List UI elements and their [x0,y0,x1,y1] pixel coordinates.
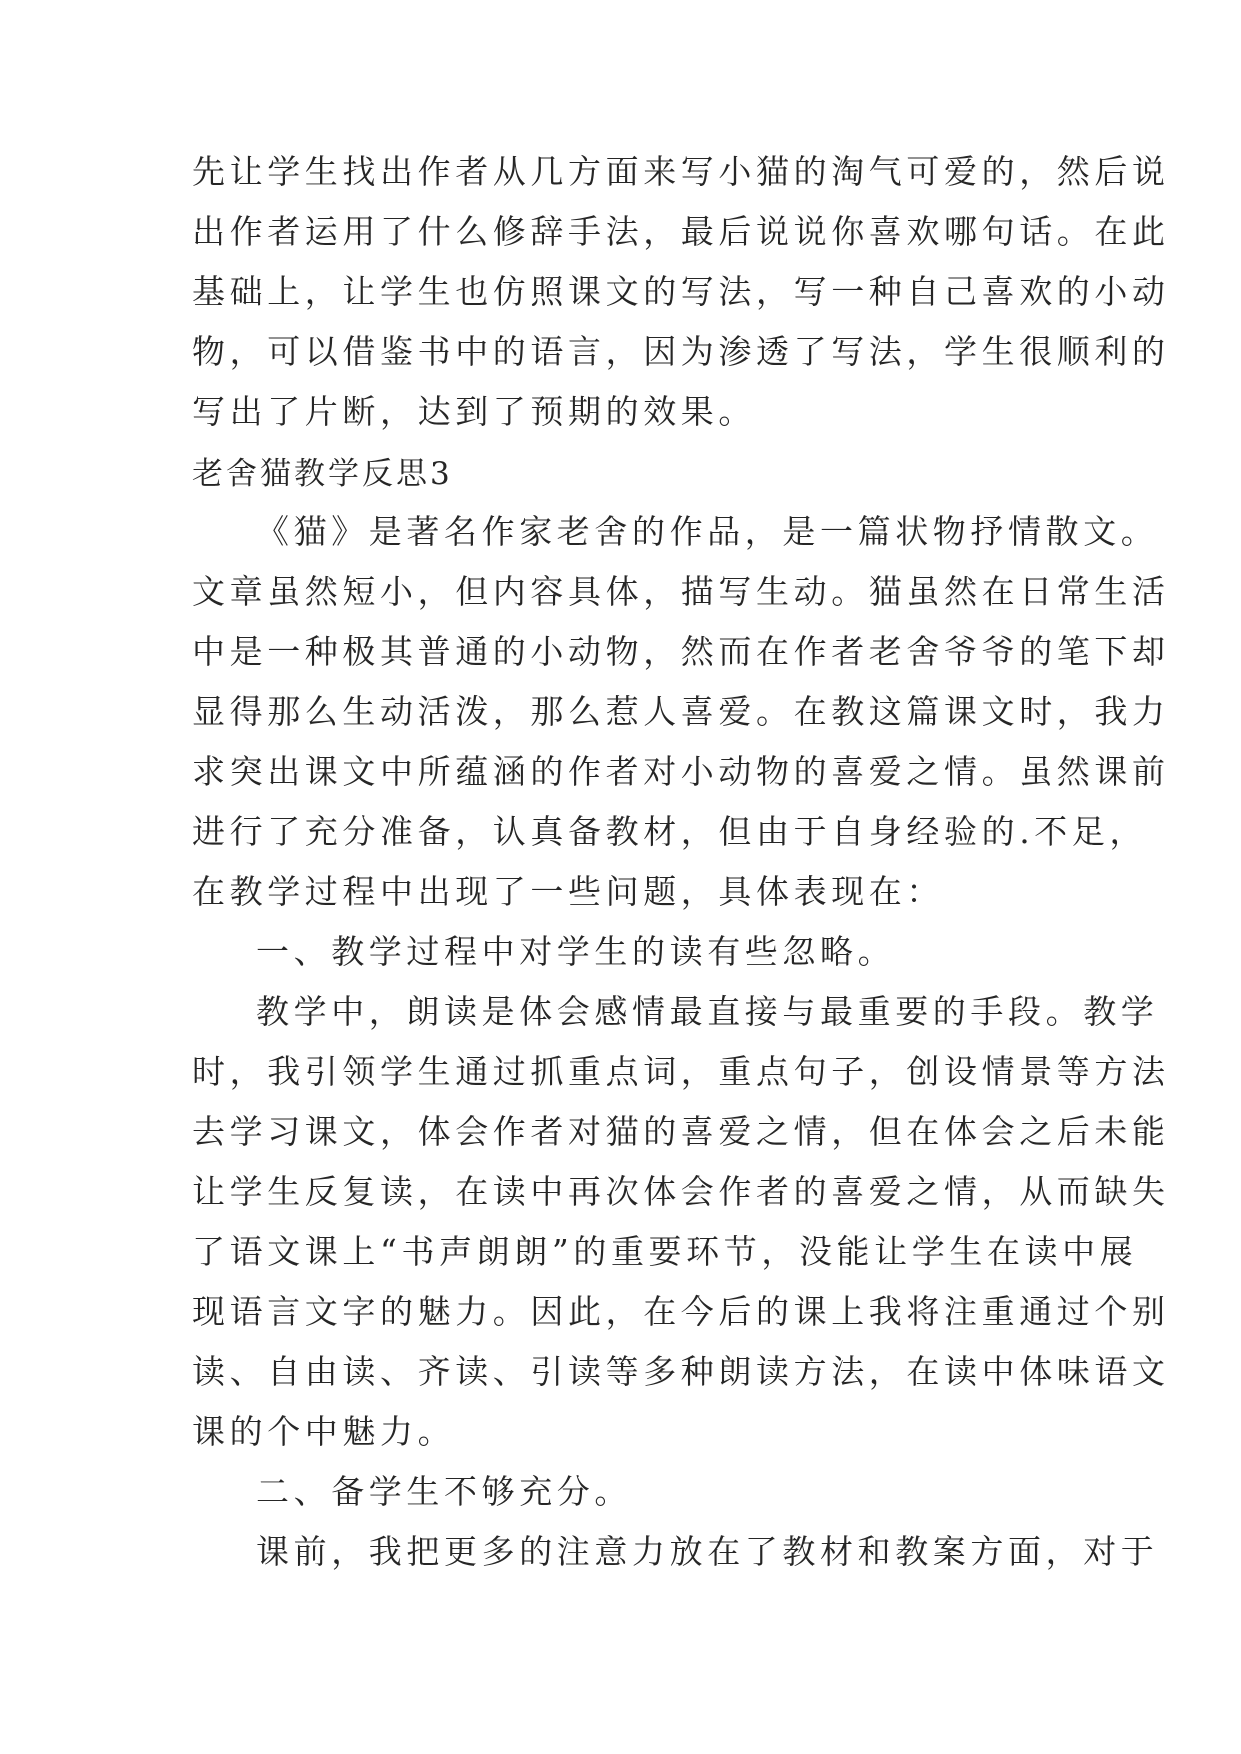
text-line: 物，可以借鉴书中的语言，因为渗透了写法，学生很顺利的 [192,332,1170,371]
text-line: 中是一种极其普通的小动物，然而在作者老舍爷爷的笔下却 [192,632,1170,671]
paragraph-first-line: 《猫》是著名作家老舍的作品，是一篇状物抒情散文。 [256,512,1159,551]
text-line: 现语言文字的魅力。因此，在今后的课上我将注重通过个别 [192,1292,1170,1331]
text-line: 时，我引领学生通过抓重点词，重点句子，创设情景等方法 [192,1052,1170,1091]
text-line: 在教学过程中出现了一些问题，具体表现在： [192,872,944,911]
text-line: 求突出课文中所蕴涵的作者对小动物的喜爱之情。虽然课前 [192,752,1170,791]
paragraph-first-line: 课前，我把更多的注意力放在了教材和教案方面，对于 [256,1532,1159,1571]
text-line: 显得那么生动活泼，那么惹人喜爱。在教这篇课文时，我力 [192,692,1170,731]
text-line: 让学生反复读，在读中再次体会作者的喜爱之情，从而缺失 [192,1172,1170,1211]
text-line: 写出了片断，达到了预期的效果。 [192,392,756,431]
text-line: 课的个中魅力。 [192,1412,456,1451]
text-line: 先让学生找出作者从几方面来写小猫的淘气可爱的，然后说 [192,152,1170,191]
text-line: 出作者运用了什么修辞手法，最后说说你喜欢哪句话。在此 [192,212,1170,251]
text-line: 基础上，让学生也仿照课文的写法，写一种自己喜欢的小动 [192,272,1170,311]
section-heading: 老舍猫教学反思3 [192,456,453,492]
text-line: 进行了充分准备，认真备教材，但由于自身经验的.不足， [192,812,1148,851]
subheading: 一、教学过程中对学生的读有些忽略。 [256,932,896,971]
text-line: 了语文课上“书声朗朗”的重要环节，没能让学生在读中展 [192,1232,1138,1271]
text-line: 去学习课文，体会作者对猫的喜爱之情，但在体会之后未能 [192,1112,1170,1151]
subheading: 二、备学生不够充分。 [256,1472,632,1511]
text-line: 文章虽然短小，但内容具体，描写生动。猫虽然在日常生活 [192,572,1170,611]
paragraph-first-line: 教学中，朗读是体会感情最直接与最重要的手段。教学 [256,992,1159,1031]
text-line: 读、自由读、齐读、引读等多种朗读方法，在读中体味语文 [192,1352,1170,1391]
